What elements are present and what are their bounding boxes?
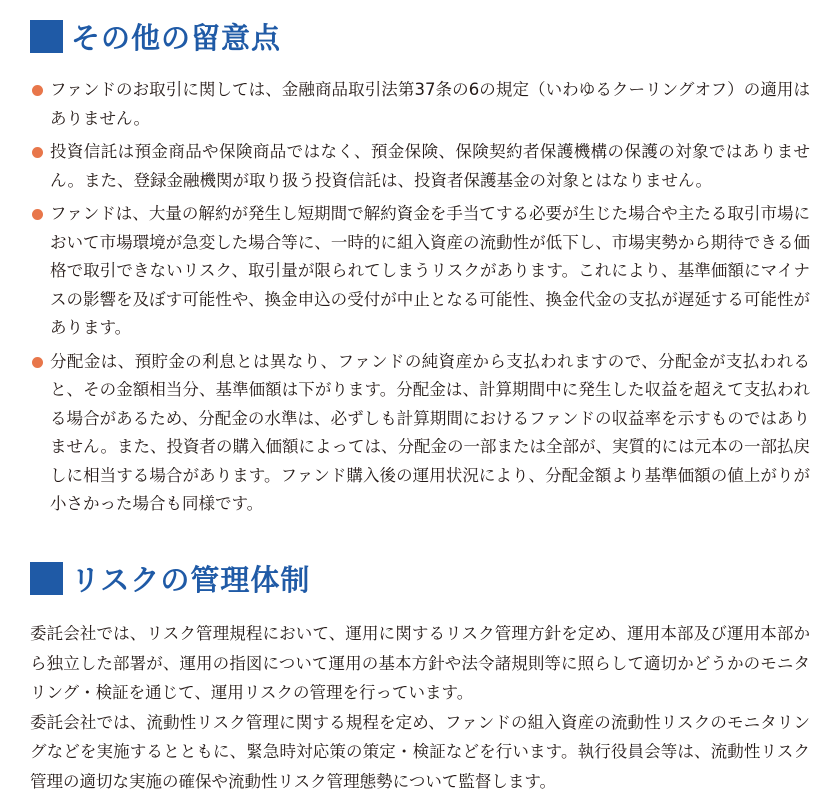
section-title: リスクの管理体制 [71,562,311,597]
list-item-text: 投資信託は預金商品や保険商品ではなく、預金保険、保険契約者保護機構の保護の対象ではありません。また、登録金融機関が取り扱う投資信託は、投資者保護基金の対象とはなりません。 [50,142,810,190]
bullet-dot-icon [32,85,43,96]
heading-square-marker [30,20,63,53]
list-item-text: ファンドのお取引に関しては、金融商品取引法第37条の6の規定（いわゆるクーリングオフ）の適用はありません。 [50,80,810,128]
list-item [30,348,810,519]
list-item-text: ファンドは、大量の解約が発生し短期間で解約資金を手当てする必要が生じた場合や主たる取引市場において市場環境が急変した場合等に、一時的に組入資産の流動性が低下し、市場実勢から期待できる価格で取引できないリスク、取引量が限られてしまうリスクがあります。これにより、基準価額にマイナスの影響を及ぼす可能性や、換金申込の受付が中止となる可能性、換金代金の支払が遅延する可能性があります。 [50,204,810,337]
heading-square-marker [30,562,63,595]
list-item [30,76,810,133]
list-item-text: 分配金は、預貯金の利息とは異なり、ファンドの純資産から支払われますので、分配金が支払われると、その金額相当分、基準価額は下がります。分配金は、計算期間中に発生した収益を超えて支払われる場合があるため、分配金の水準は、必ずしも計算期間におけるファンドの収益率を示すものではありません。また、投資者の購入価額によっては、分配金の一部または全部が、実質的には元本の一部払戻しに相当する場合があります。ファンド購入後の運用状況により、分配金額より基準価額の値上がりが小さかった場合も同様です。 [50,351,810,513]
paragraph: 委託会社では、リスク管理規程において、運用に関するリスク管理方針を定め、運用本部及び運用本部から独立した部署が、運用の指図について運用の基本方針や法令諸規則等に照らして適切かどうかのモニタリング・検証を通じて、運用リスクの管理を行っています。 [30,624,810,702]
notes-bullet-list [30,76,810,524]
bullet-dot-icon [32,147,43,158]
risk-management-body [30,619,810,796]
section-title: その他の留意点 [71,20,282,55]
list-item [30,200,810,343]
bullet-dot-icon [32,209,43,220]
section-heading-other-notes [30,14,281,58]
list-item [30,138,810,195]
section-heading-risk-management [30,556,310,600]
bullet-dot-icon [32,357,43,368]
paragraph: 委託会社では、流動性リスク管理に関する規程を定め、ファンドの組入資産の流動性リスクのモニタリングなどを実施するとともに、緊急時対応策の策定・検証などを行います。執行役員会等は、流動性リスク管理の適切な実施の確保や流動性リスク管理態勢について監督します。 [30,712,810,791]
